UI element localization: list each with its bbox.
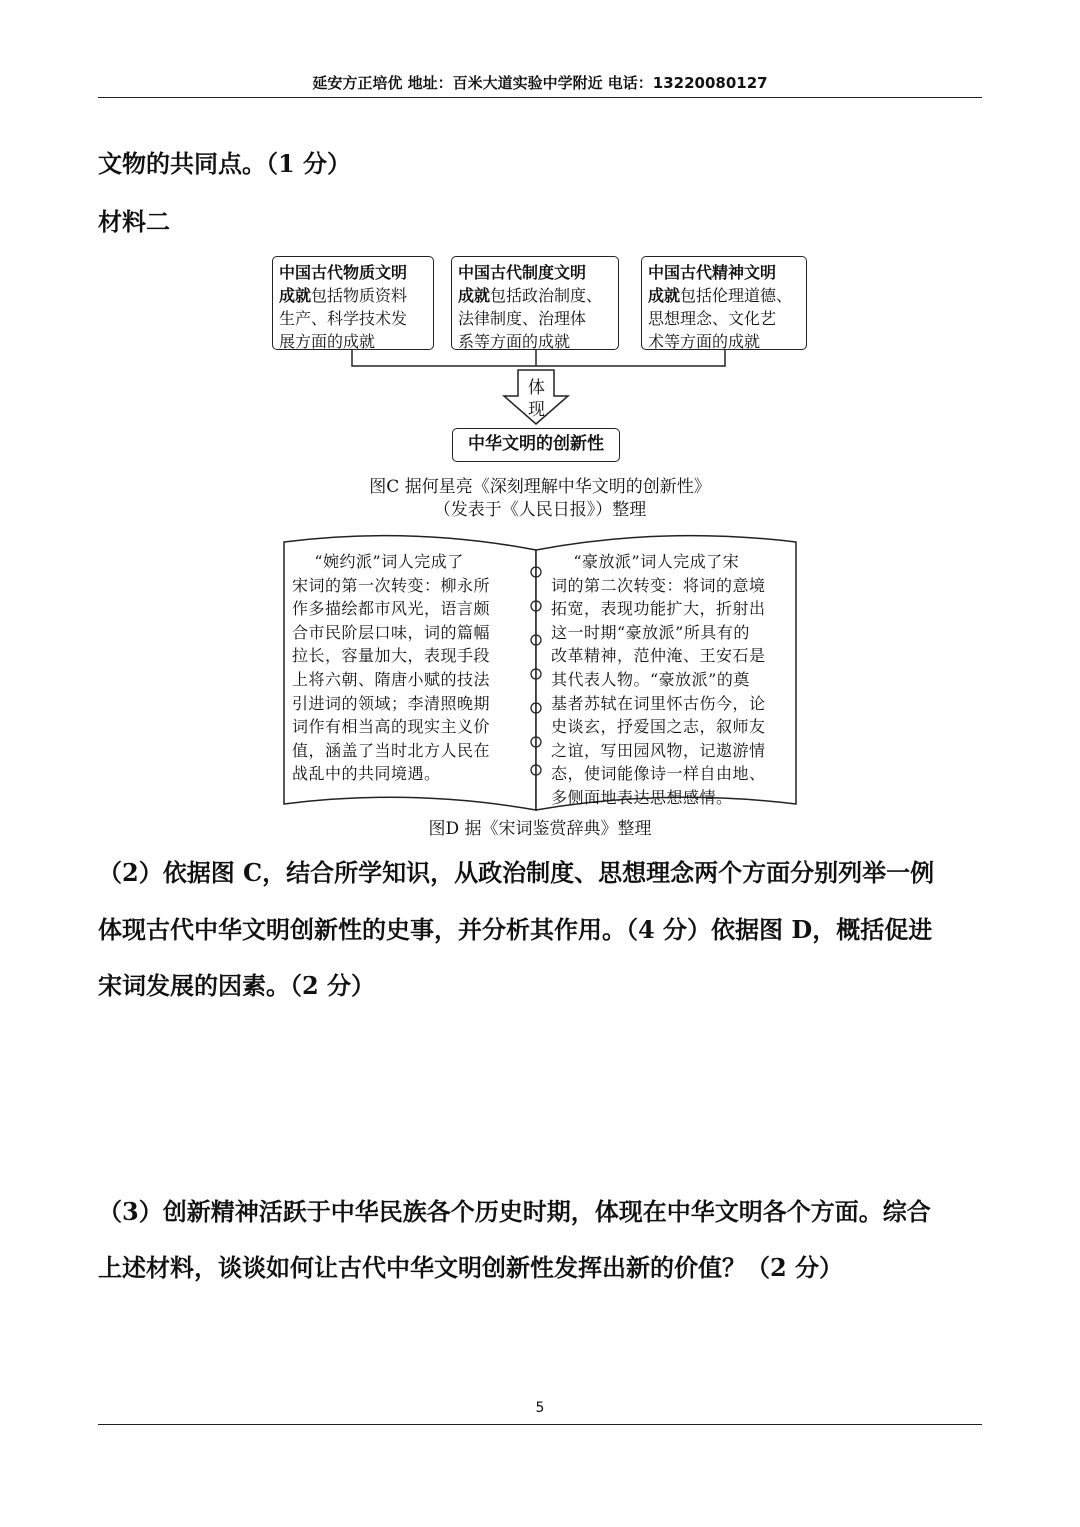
question-3-line-2: 上述材料，谈谈如何让古代中华文明创新性发挥出新的价值？（2 分） [98,1253,844,1282]
question-2-line-3: 宋词发展的因素。（2 分） [98,971,376,1000]
box3-line2: 包括伦理道德、 [680,286,793,305]
bracket-line [352,350,725,366]
institution-box: 中国古代制度文明 成就包括政治制度、 法律制度、治理体 系等方面的成就 [451,256,619,350]
figure-c-caption-1: 图C 据何星亮《深刻理解中华文明的创新性》 [369,477,711,497]
box3-bold: 中国古代精神文明 [648,263,777,282]
box1-line2: 包括物质资料 [311,286,408,305]
box1-bold: 中国古代物质文明 [279,263,408,282]
arrow-label-2: 现 [528,400,545,420]
box2-bold: 中国古代制度文明 [458,263,587,282]
box2-line4: 系等方面的成就 [458,332,571,351]
result-box: 中华文明的创新性 [452,428,620,462]
box1-line4: 展方面的成就 [279,332,376,351]
box3-line3: 思想理念、文化艺 [648,309,777,328]
arrow-label-1: 体 [528,378,545,398]
material-box-1: 中国古代物质文明 成就包括物质资料 生产、科学技术发 展方面的成就 [272,256,434,350]
box2-line2: 包括政治制度、 [490,286,603,305]
book-illustration [0,520,1080,820]
page-header: 延安方正培优 地址：百米大道实验中学附近 电话：13220080127 [312,74,768,92]
question-2-line-2: 体现古代中华文明创新性的史事，并分析其作用。（4 分）依据图 D，概括促进 [98,915,933,944]
intro-line: 文物的共同点。（1 分） [98,149,352,178]
spiritual-box: 中国古代精神文明 成就包括伦理道德、 思想理念、文化艺 术等方面的成就 [641,256,807,350]
page-number: 5 [535,1400,545,1416]
figure-c-caption-2: （发表于《人民日报》）整理 [433,500,647,520]
footer-divider [98,1424,982,1425]
section-title: 材料二 [98,208,170,236]
right-page-text: “豪放派”词人完成了宋 词的第二次转变：将词的意境 拓宽，表现功能扩大，折射出 这一时期“豪放派”所具有的 改革精神，范仲淹、王安石是 其代表人物。“豪放派”的奠 基者苏轼在词里怀古伤今，论 史谈玄，抒爱国之志，叙师友 之谊，写田园风物，记遨游情 态，使词能像诗一样自由地、 多侧面地表达思想感情。 [551,552,766,807]
box2-line3: 法律制度、治理体 [458,309,587,328]
question-3-line-1: （3）创新精神活跃于中华民族各个历史时期，体现在中华文明各个方面。综合 [98,1197,931,1226]
box3-line4: 术等方面的成就 [648,332,761,351]
question-2-line-1: （2）依据图 C，结合所学知识，从政治制度、思想理念两个方面分别列举一例 [98,858,935,887]
box1-line3: 生产、科学技术发 [279,309,408,328]
left-page-text: “婉约派”词人完成了 宋词的第一次转变：柳永所 作多描绘都市风光，语言颇 合市民阶层口味，词的篇幅 拉长，容量加大，表现手段 上将六朝、隋唐小赋的技法 引进词的领域；李清照晚期 词作有相当高的现实主义价 值，涵盖了当时北方人民在 战乱中的共同境遇。 [292,552,491,784]
figure-d-caption: 图D 据《宋词鉴赏辞典》整理 [428,819,652,839]
